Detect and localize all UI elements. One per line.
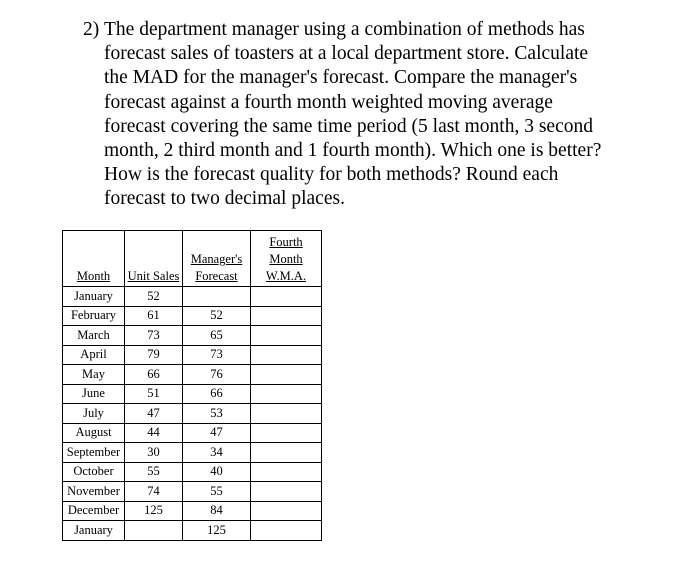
cell-forecast: 52 <box>183 306 251 326</box>
question-line: forecast to two decimal places. <box>104 188 345 210</box>
cell-month: November <box>63 482 125 502</box>
cell-month: January <box>63 287 125 307</box>
cell-month: March <box>63 326 125 346</box>
question-body <box>104 18 683 212</box>
table-row <box>63 521 322 541</box>
question-line: forecast sales of toasters at a local department store. Calculate <box>104 43 589 65</box>
cell-wma <box>251 521 322 541</box>
cell-forecast: 53 <box>183 404 251 424</box>
cell-wma <box>251 482 322 502</box>
cell-wma <box>251 384 322 404</box>
cell-month: October <box>63 462 125 482</box>
table-row <box>63 384 322 404</box>
cell-month: April <box>63 345 125 365</box>
cell-wma <box>251 345 322 365</box>
header-managers-forecast: Manager's Forecast <box>183 231 251 287</box>
cell-unit-sales: 74 <box>125 482 183 502</box>
cell-forecast: 55 <box>183 482 251 502</box>
cell-wma <box>251 501 322 521</box>
question-line: forecast against a fourth month weighted moving average <box>104 91 553 113</box>
table-row <box>63 404 322 424</box>
cell-month: September <box>63 443 125 463</box>
table-row <box>63 365 322 385</box>
question-line: month, 2 third month and 1 fourth month). Which one is better? <box>104 140 602 162</box>
table-row <box>63 287 322 307</box>
cell-forecast: 125 <box>183 521 251 541</box>
cell-forecast: 40 <box>183 462 251 482</box>
cell-unit-sales: 55 <box>125 462 183 482</box>
question-line: The department manager using a combination of methods has <box>104 19 585 40</box>
forecast-table <box>62 230 322 541</box>
header-month: Month <box>63 231 125 287</box>
cell-forecast: 84 <box>183 501 251 521</box>
question-number: 2) <box>83 19 100 40</box>
cell-unit-sales: 30 <box>125 443 183 463</box>
cell-month: January <box>63 521 125 541</box>
cell-unit-sales <box>125 521 183 541</box>
table-row <box>63 462 322 482</box>
cell-month: February <box>63 306 125 326</box>
table-row <box>63 306 322 326</box>
cell-wma <box>251 443 322 463</box>
cell-wma <box>251 326 322 346</box>
question-line: the MAD for the manager's forecast. Compare the manager's <box>104 67 578 89</box>
cell-month: August <box>63 423 125 443</box>
question-line: How is the forecast quality for both methods? Round each <box>104 164 559 186</box>
cell-wma <box>251 404 322 424</box>
cell-wma <box>251 287 322 307</box>
table-row <box>63 482 322 502</box>
table-row <box>63 326 322 346</box>
cell-forecast: 76 <box>183 365 251 385</box>
cell-forecast <box>183 287 251 307</box>
cell-forecast: 66 <box>183 384 251 404</box>
cell-month: July <box>63 404 125 424</box>
cell-unit-sales: 125 <box>125 501 183 521</box>
table-row <box>63 501 322 521</box>
cell-month: December <box>63 501 125 521</box>
cell-unit-sales: 47 <box>125 404 183 424</box>
cell-unit-sales: 44 <box>125 423 183 443</box>
header-unit-sales: Unit Sales <box>125 231 183 287</box>
question-line: forecast covering the same time period (5 last month, 3 second <box>104 115 593 137</box>
cell-wma <box>251 423 322 443</box>
cell-unit-sales: 66 <box>125 365 183 385</box>
cell-unit-sales: 79 <box>125 345 183 365</box>
table-header-row <box>63 231 322 287</box>
header-fourth-month-wma: Fourth Month W.M.A. <box>251 231 322 287</box>
cell-unit-sales: 73 <box>125 326 183 346</box>
table-row <box>63 345 322 365</box>
cell-forecast: 73 <box>183 345 251 365</box>
cell-wma <box>251 365 322 385</box>
cell-unit-sales: 51 <box>125 384 183 404</box>
cell-wma <box>251 306 322 326</box>
table-row <box>63 423 322 443</box>
table-row <box>63 443 322 463</box>
cell-month: May <box>63 365 125 385</box>
cell-unit-sales: 61 <box>125 306 183 326</box>
cell-wma <box>251 462 322 482</box>
cell-forecast: 34 <box>183 443 251 463</box>
cell-forecast: 65 <box>183 326 251 346</box>
question-text <box>83 18 683 212</box>
cell-month: June <box>63 384 125 404</box>
cell-unit-sales: 52 <box>125 287 183 307</box>
cell-forecast: 47 <box>183 423 251 443</box>
